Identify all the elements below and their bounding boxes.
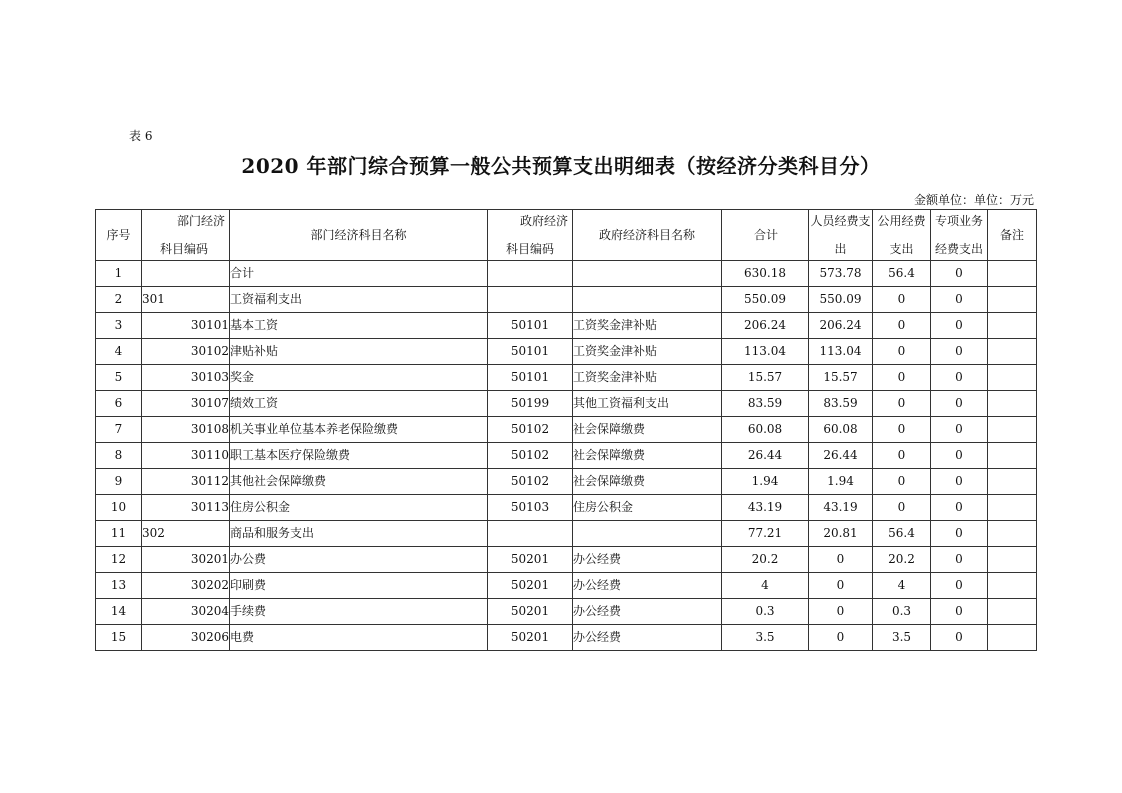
cell-seq: 9	[96, 469, 142, 495]
cell-total: 15.57	[722, 365, 809, 391]
header-remark: 备注	[988, 210, 1037, 261]
cell-special: 0	[931, 417, 988, 443]
header-personnel-bottom: 出	[834, 242, 847, 256]
header-gov-code-top: 政府经济	[519, 214, 568, 228]
cell-gov-name	[573, 287, 722, 313]
cell-dept-code: 30107	[142, 391, 230, 417]
cell-dept-name: 印刷费	[230, 573, 488, 599]
cell-total: 43.19	[722, 495, 809, 521]
cell-personnel: 206.24	[809, 313, 873, 339]
header-personnel	[809, 210, 873, 261]
header-dept-code-bottom: 科目编码	[160, 242, 209, 256]
cell-special: 0	[931, 313, 988, 339]
cell-gov-code	[488, 261, 573, 287]
cell-total: 26.44	[722, 443, 809, 469]
cell-remark	[988, 443, 1037, 469]
cell-dept-code: 302	[142, 521, 230, 547]
cell-remark	[988, 261, 1037, 287]
cell-gov-code: 50201	[488, 625, 573, 651]
cell-public: 0	[873, 443, 931, 469]
cell-gov-code: 50199	[488, 391, 573, 417]
header-dept-code-top: 部门经济	[176, 214, 225, 228]
cell-dept-code	[142, 261, 230, 287]
cell-special: 0	[931, 573, 988, 599]
cell-gov-name: 社会保障缴费	[573, 417, 722, 443]
cell-public: 3.5	[873, 625, 931, 651]
cell-gov-code	[488, 287, 573, 313]
cell-seq: 15	[96, 625, 142, 651]
cell-public: 56.4	[873, 521, 931, 547]
cell-dept-code: 30102	[142, 339, 230, 365]
cell-total: 550.09	[722, 287, 809, 313]
cell-special: 0	[931, 443, 988, 469]
cell-remark	[988, 599, 1037, 625]
cell-dept-code: 30112	[142, 469, 230, 495]
cell-seq: 10	[96, 495, 142, 521]
cell-total: 630.18	[722, 261, 809, 287]
header-row	[96, 210, 1037, 261]
cell-dept-name: 职工基本医疗保险缴费	[230, 443, 488, 469]
header-public-top: 公用经费	[877, 214, 926, 228]
cell-special: 0	[931, 495, 988, 521]
cell-total: 4	[722, 573, 809, 599]
cell-personnel: 43.19	[809, 495, 873, 521]
cell-gov-code: 50101	[488, 365, 573, 391]
cell-gov-name: 工资奖金津补贴	[573, 339, 722, 365]
cell-total: 83.59	[722, 391, 809, 417]
cell-public: 56.4	[873, 261, 931, 287]
cell-remark	[988, 469, 1037, 495]
header-gov-code	[488, 210, 573, 261]
cell-gov-name: 工资奖金津补贴	[573, 313, 722, 339]
cell-dept-name: 机关事业单位基本养老保险缴费	[230, 417, 488, 443]
cell-special: 0	[931, 625, 988, 651]
cell-seq: 13	[96, 573, 142, 599]
cell-personnel: 550.09	[809, 287, 873, 313]
cell-remark	[988, 625, 1037, 651]
cell-gov-code: 50102	[488, 443, 573, 469]
header-seq: 序号	[96, 210, 142, 261]
cell-special: 0	[931, 391, 988, 417]
cell-public: 0	[873, 469, 931, 495]
cell-dept-name: 绩效工资	[230, 391, 488, 417]
header-personnel-top: 人员经费支	[810, 214, 871, 228]
cell-dept-name: 商品和服务支出	[230, 521, 488, 547]
table-body	[96, 261, 1037, 651]
header-public	[873, 210, 931, 261]
budget-table	[95, 209, 1037, 651]
cell-personnel: 0	[809, 599, 873, 625]
cell-dept-name: 工资福利支出	[230, 287, 488, 313]
cell-gov-name: 其他工资福利支出	[573, 391, 722, 417]
cell-total: 0.3	[722, 599, 809, 625]
cell-gov-code: 50201	[488, 547, 573, 573]
cell-personnel: 113.04	[809, 339, 873, 365]
cell-special: 0	[931, 521, 988, 547]
cell-seq: 6	[96, 391, 142, 417]
cell-total: 77.21	[722, 521, 809, 547]
cell-public: 20.2	[873, 547, 931, 573]
cell-public: 0	[873, 339, 931, 365]
table-header	[96, 210, 1037, 261]
cell-gov-name: 社会保障缴费	[573, 443, 722, 469]
cell-gov-code: 50201	[488, 573, 573, 599]
table-row	[96, 339, 1037, 365]
cell-total: 60.08	[722, 417, 809, 443]
cell-seq: 4	[96, 339, 142, 365]
cell-dept-name: 基本工资	[230, 313, 488, 339]
cell-gov-name: 住房公积金	[573, 495, 722, 521]
cell-seq: 14	[96, 599, 142, 625]
cell-dept-code: 30113	[142, 495, 230, 521]
cell-special: 0	[931, 599, 988, 625]
table-row	[96, 391, 1037, 417]
header-public-bottom: 支出	[889, 242, 914, 256]
cell-gov-name	[573, 261, 722, 287]
cell-personnel: 60.08	[809, 417, 873, 443]
cell-gov-code: 50101	[488, 339, 573, 365]
cell-dept-name: 住房公积金	[230, 495, 488, 521]
cell-personnel: 0	[809, 573, 873, 599]
cell-special: 0	[931, 547, 988, 573]
cell-seq: 3	[96, 313, 142, 339]
table-row	[96, 365, 1037, 391]
cell-remark	[988, 313, 1037, 339]
header-total: 合计	[722, 210, 809, 261]
cell-dept-name: 合计	[230, 261, 488, 287]
cell-dept-name: 津贴补贴	[230, 339, 488, 365]
header-gov-name: 政府经济科目名称	[573, 210, 722, 261]
table-row	[96, 521, 1037, 547]
cell-special: 0	[931, 261, 988, 287]
cell-public: 0	[873, 365, 931, 391]
cell-personnel: 0	[809, 547, 873, 573]
table-row	[96, 261, 1037, 287]
cell-gov-name: 办公经费	[573, 573, 722, 599]
cell-dept-code: 30101	[142, 313, 230, 339]
cell-personnel: 15.57	[809, 365, 873, 391]
cell-special: 0	[931, 339, 988, 365]
header-dept-name: 部门经济科目名称	[230, 210, 488, 261]
cell-public: 0	[873, 287, 931, 313]
cell-gov-name	[573, 521, 722, 547]
table-row	[96, 573, 1037, 599]
cell-gov-name: 社会保障缴费	[573, 469, 722, 495]
table-row	[96, 417, 1037, 443]
cell-dept-code: 301	[142, 287, 230, 313]
header-special-top: 专项业务	[934, 214, 983, 228]
cell-remark	[988, 287, 1037, 313]
table-row	[96, 547, 1037, 573]
cell-public: 4	[873, 573, 931, 599]
cell-personnel: 0	[809, 625, 873, 651]
unit-note: 金额单位：单位：万元	[913, 193, 1034, 207]
cell-public: 0.3	[873, 599, 931, 625]
cell-remark	[988, 573, 1037, 599]
cell-public: 0	[873, 313, 931, 339]
table-row	[96, 495, 1037, 521]
table-row	[96, 287, 1037, 313]
cell-gov-code: 50201	[488, 599, 573, 625]
cell-gov-code: 50101	[488, 313, 573, 339]
cell-total: 113.04	[722, 339, 809, 365]
cell-personnel: 1.94	[809, 469, 873, 495]
cell-dept-code: 30204	[142, 599, 230, 625]
cell-remark	[988, 339, 1037, 365]
cell-dept-code: 30103	[142, 365, 230, 391]
cell-personnel: 26.44	[809, 443, 873, 469]
cell-special: 0	[931, 365, 988, 391]
cell-gov-name: 工资奖金津补贴	[573, 365, 722, 391]
cell-seq: 8	[96, 443, 142, 469]
cell-remark	[988, 365, 1037, 391]
cell-dept-code: 30206	[142, 625, 230, 651]
table-row	[96, 469, 1037, 495]
cell-seq: 11	[96, 521, 142, 547]
cell-total: 3.5	[722, 625, 809, 651]
cell-public: 0	[873, 417, 931, 443]
table-row	[96, 625, 1037, 651]
header-special	[931, 210, 988, 261]
cell-remark	[988, 417, 1037, 443]
cell-remark	[988, 521, 1037, 547]
cell-gov-name: 办公经费	[573, 599, 722, 625]
cell-remark	[988, 391, 1037, 417]
cell-dept-code: 30108	[142, 417, 230, 443]
page-title: 2020 年部门综合预算一般公共预算支出明细表（按经济分类科目分）	[241, 154, 881, 178]
cell-gov-code	[488, 521, 573, 547]
header-dept-code	[142, 210, 230, 261]
cell-gov-code: 50102	[488, 469, 573, 495]
cell-personnel: 83.59	[809, 391, 873, 417]
cell-remark	[988, 547, 1037, 573]
cell-seq: 12	[96, 547, 142, 573]
cell-seq: 5	[96, 365, 142, 391]
cell-gov-code: 50102	[488, 417, 573, 443]
cell-dept-code: 30110	[142, 443, 230, 469]
cell-gov-name: 办公经费	[573, 625, 722, 651]
cell-dept-code: 30201	[142, 547, 230, 573]
cell-remark	[988, 495, 1037, 521]
cell-dept-name: 手续费	[230, 599, 488, 625]
table-row	[96, 313, 1037, 339]
cell-seq: 1	[96, 261, 142, 287]
cell-dept-name: 办公费	[230, 547, 488, 573]
cell-special: 0	[931, 469, 988, 495]
header-gov-code-bottom: 科目编码	[506, 242, 555, 256]
header-special-bottom: 经费支出	[934, 242, 983, 256]
table-row	[96, 443, 1037, 469]
cell-dept-code: 30202	[142, 573, 230, 599]
cell-gov-code: 50103	[488, 495, 573, 521]
cell-dept-name: 其他社会保障缴费	[230, 469, 488, 495]
table-number: 表 6	[129, 129, 153, 143]
cell-special: 0	[931, 287, 988, 313]
cell-gov-name: 办公经费	[573, 547, 722, 573]
cell-total: 1.94	[722, 469, 809, 495]
cell-personnel: 573.78	[809, 261, 873, 287]
cell-dept-name: 电费	[230, 625, 488, 651]
cell-dept-name: 奖金	[230, 365, 488, 391]
cell-personnel: 20.81	[809, 521, 873, 547]
cell-public: 0	[873, 391, 931, 417]
table-row	[96, 599, 1037, 625]
cell-total: 206.24	[722, 313, 809, 339]
cell-seq: 7	[96, 417, 142, 443]
cell-public: 0	[873, 495, 931, 521]
cell-seq: 2	[96, 287, 142, 313]
cell-total: 20.2	[722, 547, 809, 573]
